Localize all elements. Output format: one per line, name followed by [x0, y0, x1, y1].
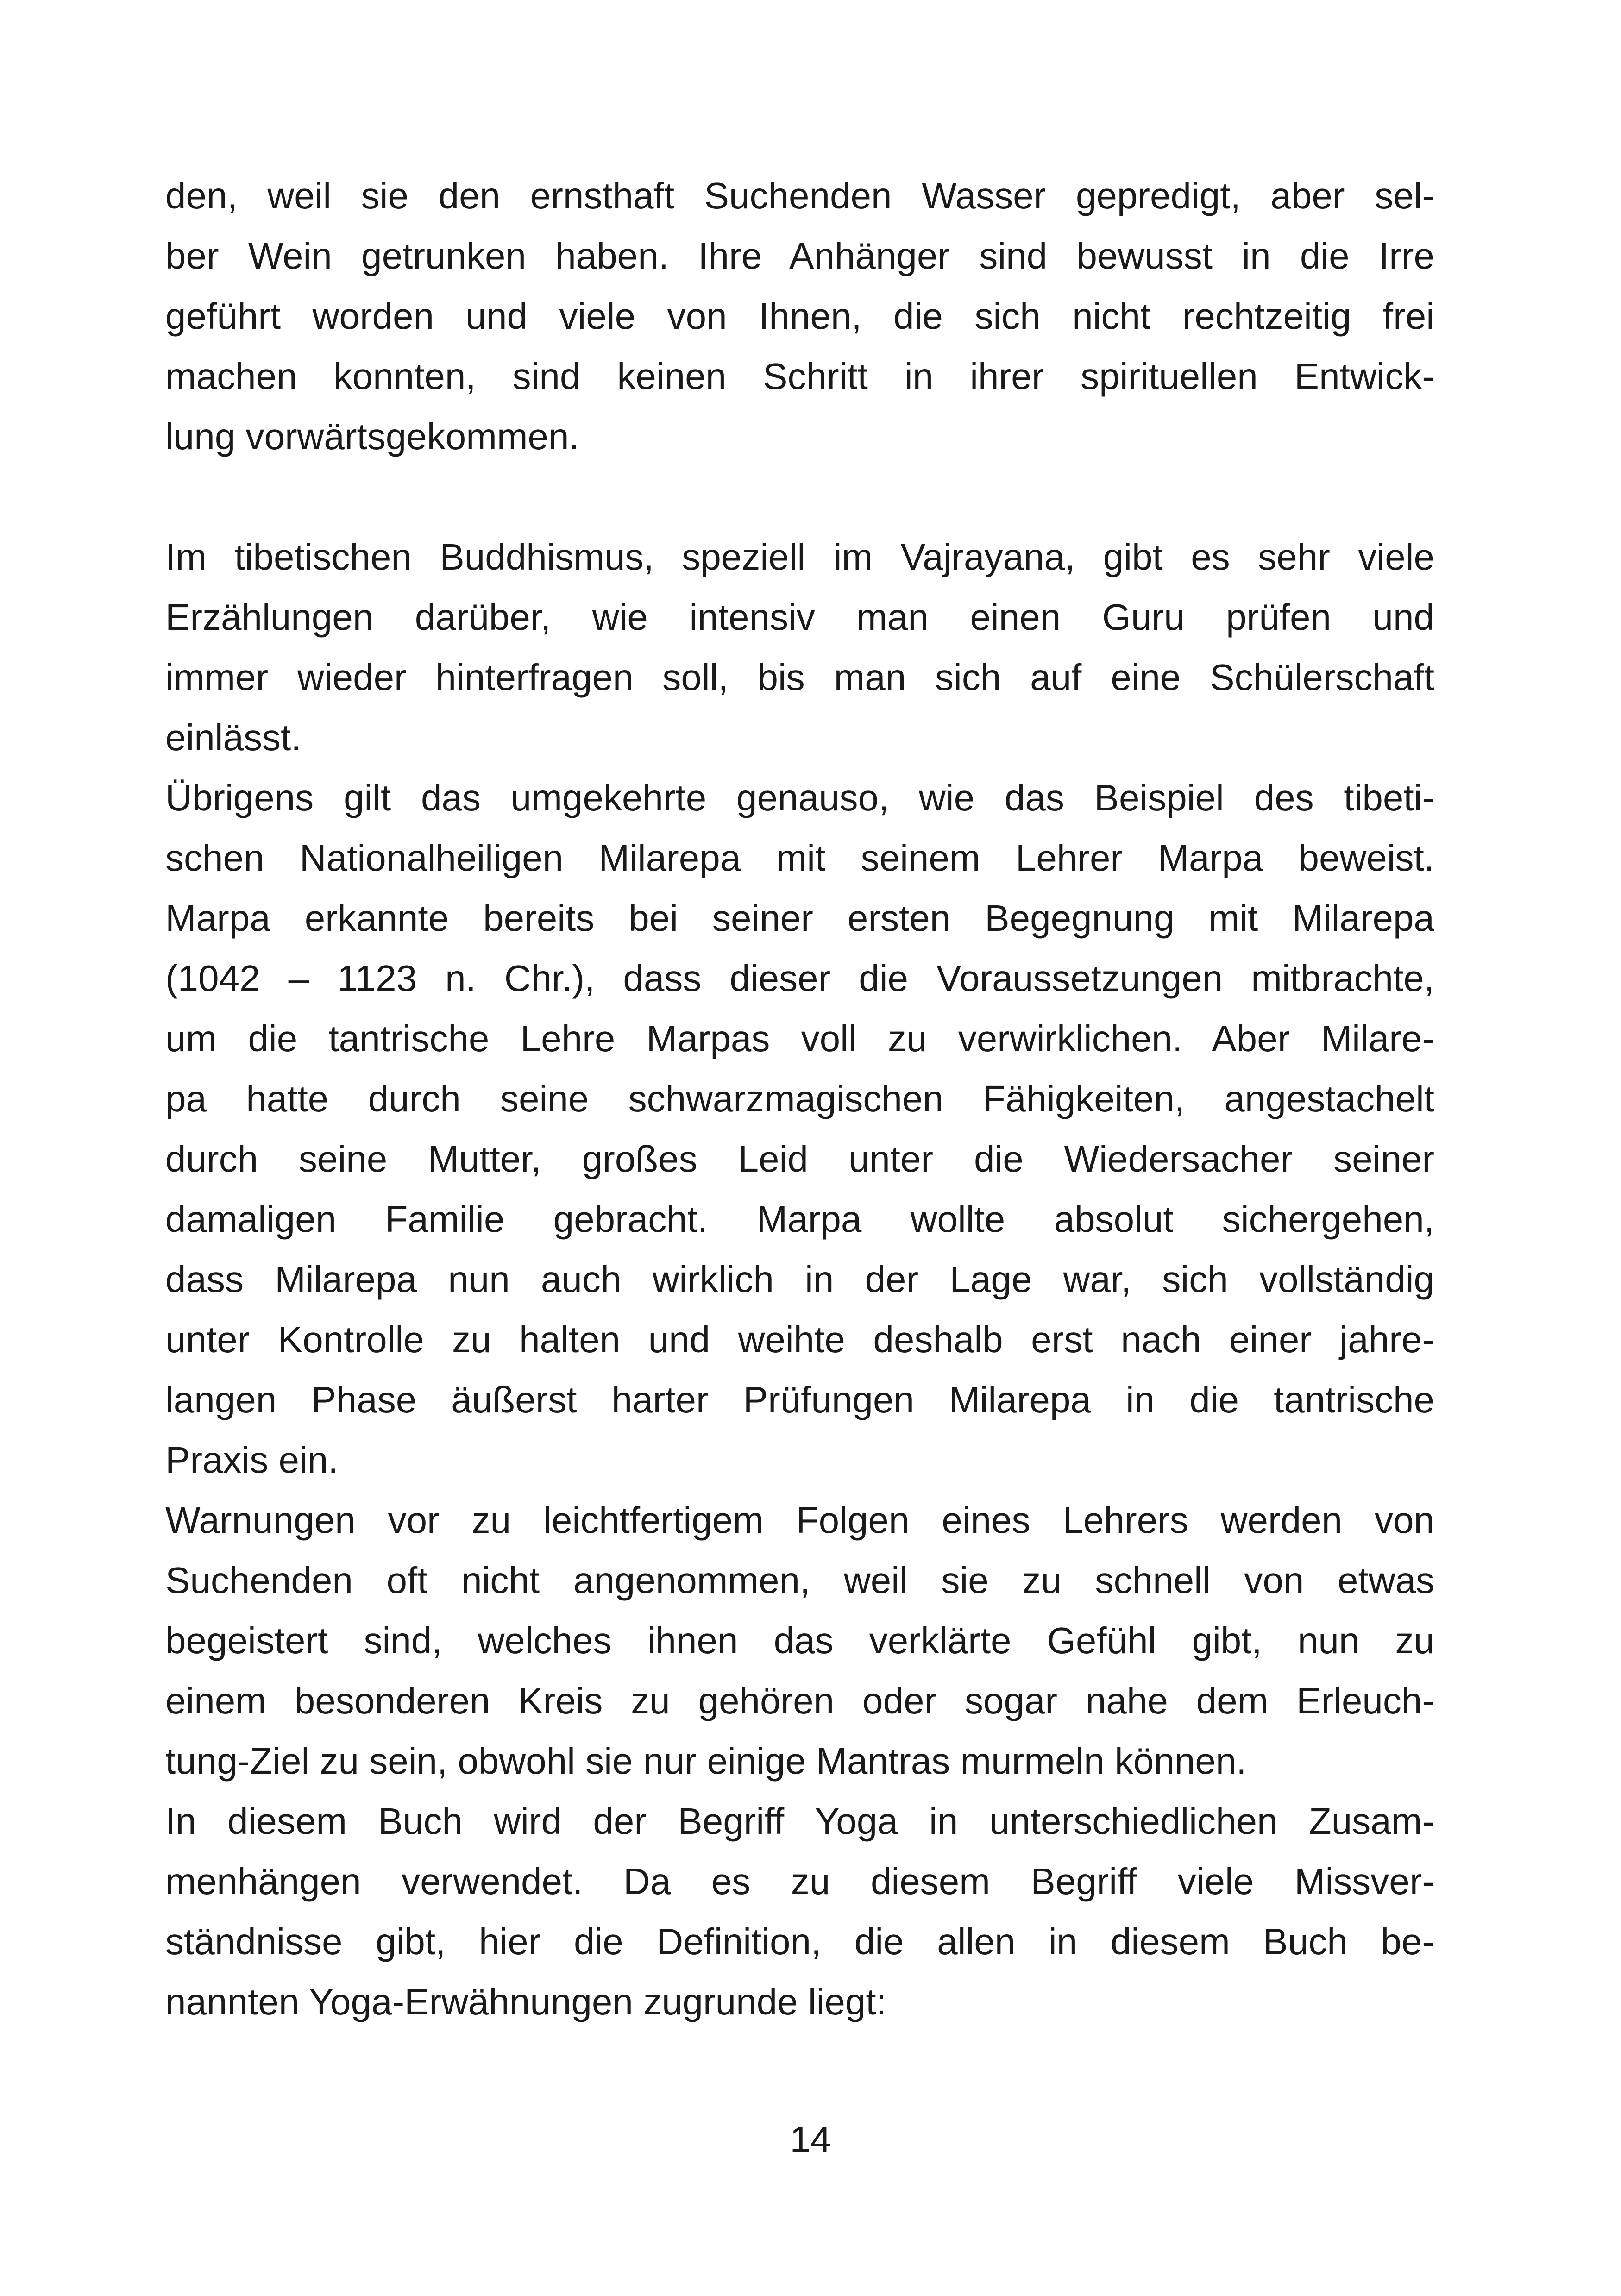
- body-text: [165, 527, 1434, 2032]
- text-line: langen Phase äußerst harter Prüfungen Milarepa in die tantrische: [165, 1379, 1434, 1420]
- paragraph-continuation: [165, 166, 1434, 467]
- text-line: einem besonderen Kreis zu gehören oder sogar nahe dem Erleuch-: [165, 1680, 1434, 1721]
- text-line: lung vorwärtsgekommen.: [165, 416, 579, 457]
- text-line: begeistert sind, welches ihnen das verklärte Gefühl gibt, nun zu: [165, 1620, 1434, 1661]
- text-line: (1042 – 1123 n. Chr.), dass dieser die Voraussetzungen mitbrachte,: [165, 958, 1434, 999]
- text-line: schen Nationalheiligen Milarepa mit seinem Lehrer Marpa beweist.: [165, 837, 1434, 878]
- text-line: dass Milarepa nun auch wirklich in der Lage war, sich vollständig: [165, 1259, 1434, 1300]
- text-line: machen konnten, sind keinen Schritt in ihrer spirituellen Entwick-: [165, 356, 1434, 397]
- text-line: Suchenden oft nicht angenommen, weil sie zu schnell von etwas: [165, 1560, 1434, 1601]
- text-line: unter Kontrolle zu halten und weihte deshalb erst nach einer jahre-: [165, 1319, 1434, 1360]
- text-line: ständnisse gibt, hier die Definition, die allen in diesem Buch be-: [165, 1921, 1434, 1962]
- text-line: Warnungen vor zu leichtfertigem Folgen eines Lehrers werden von: [165, 1499, 1434, 1541]
- text-line: den, weil sie den ernsthaft Suchenden Wasser gepredigt, aber sel-: [165, 175, 1434, 216]
- text-line: Marpa erkannte bereits bei seiner ersten Begegnung mit Milarepa: [165, 897, 1434, 939]
- text-line: immer wieder hinterfragen soll, bis man sich auf eine Schülerschaft: [165, 657, 1434, 698]
- text-line: menhängen verwendet. Da es zu diesem Begriff viele Missver-: [165, 1861, 1434, 1902]
- text-line: ber Wein getrunken haben. Ihre Anhänger sind bewusst in die Irre: [165, 235, 1434, 276]
- text-line: Praxis ein.: [165, 1439, 339, 1480]
- text-line: tung-Ziel zu sein, obwohl sie nur einige Mantras murmeln können.: [165, 1740, 1247, 1782]
- text-line: geführt worden und viele von Ihnen, die sich nicht rechtzeitig frei: [165, 295, 1434, 337]
- text-line: durch seine Mutter, großes Leid unter die Wiedersacher seiner: [165, 1138, 1434, 1179]
- text-line: um die tantrische Lehre Marpas voll zu verwirklichen. Aber Milare-: [165, 1018, 1434, 1059]
- text-line: pa hatte durch seine schwarzmagischen Fähigkeiten, angestachelt: [165, 1078, 1434, 1119]
- text-line: Erzählungen darüber, wie intensiv man einen Guru prüfen und: [165, 596, 1434, 638]
- text-line: Übrigens gilt das umgekehrte genauso, wie das Beispiel des tibeti-: [165, 777, 1434, 818]
- text-line: In diesem Buch wird der Begriff Yoga in unterschiedlichen Zusam-: [165, 1800, 1434, 1842]
- text-line: Im tibetischen Buddhismus, speziell im Vajrayana, gibt es sehr viele: [165, 536, 1434, 577]
- page-number: 14: [790, 2119, 831, 2160]
- text-line: nannten Yoga-Erwähnungen zugrunde liegt:: [165, 1981, 886, 2022]
- text-line: einlässt.: [165, 717, 302, 758]
- text-line: damaligen Familie gebracht. Marpa wollte absolut sichergehen,: [165, 1198, 1434, 1240]
